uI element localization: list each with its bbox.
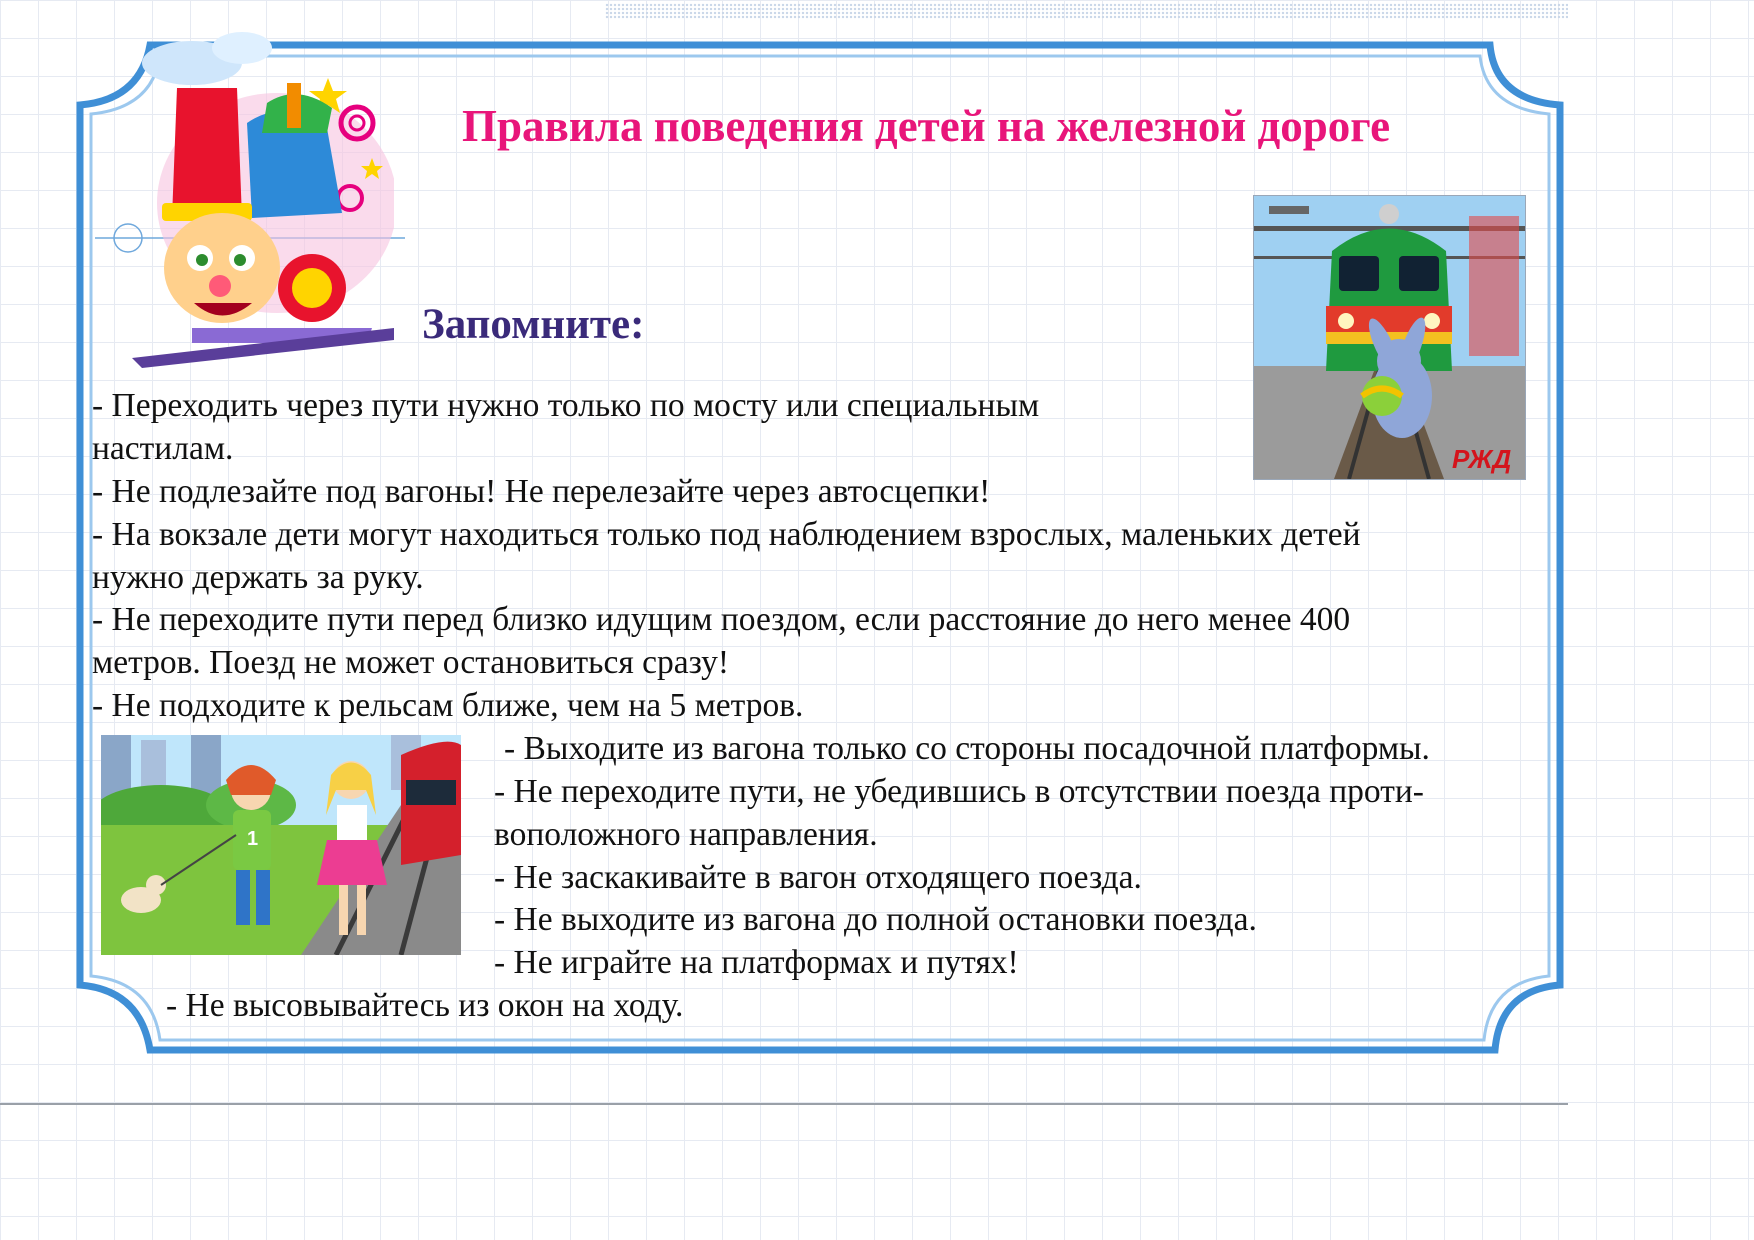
children-tracks-image — [101, 735, 461, 955]
rule-line: воположного направления. — [494, 816, 878, 853]
rabbit-and-train-illustration — [1254, 196, 1525, 479]
rule-line: нужно держать за руку. — [92, 559, 424, 596]
rule-line: - Не играйте на платформах и путях! — [494, 944, 1019, 981]
cartoon-locomotive-icon — [132, 28, 394, 368]
rule-line: метров. Поезд не может остановиться сразу! — [92, 644, 730, 681]
page-title: Правила поведения детей на железной дороге — [462, 101, 1391, 151]
rule-line: - Не высовывайтесь из окон на ходу. — [166, 987, 684, 1024]
rule-line: - На вокзале дети могут находиться только под наблюдением взрослых, маленьких детей — [92, 516, 1361, 553]
rabbit-train-image — [1253, 195, 1526, 480]
rule-line: - Не переходите пути перед близко идущим поездом, если расстояние до него менее 400 — [92, 601, 1351, 638]
rule-line: - Не заскакивайте в вагон отходящего поезда. — [494, 859, 1142, 896]
cartoon-train-image — [132, 28, 394, 368]
rzd-logo: РЖД — [1452, 444, 1512, 474]
rule-line: настилам. — [92, 430, 234, 467]
rule-line: - Выходите из вагона только со стороны посадочной платформы. — [504, 730, 1430, 767]
rule-line: - Не выходите из вагона до полной остановки поезда. — [494, 901, 1257, 938]
jersey-number: 1 — [247, 828, 259, 850]
rule-line: - Не подходите к рельсам ближе, чем на 5 метров. — [92, 687, 804, 724]
remember-heading: Запомните: — [422, 301, 645, 348]
children-walking-by-tracks-illustration — [101, 735, 461, 955]
rule-line: - Переходить через пути нужно только по мосту или специальным — [92, 387, 1040, 424]
rule-line: - Не подлезайте под вагоны! Не перелезайте через автосцепки! — [92, 473, 991, 510]
rule-line: - Не переходите пути, не убедившись в отсутствии поезда проти- — [494, 773, 1424, 810]
